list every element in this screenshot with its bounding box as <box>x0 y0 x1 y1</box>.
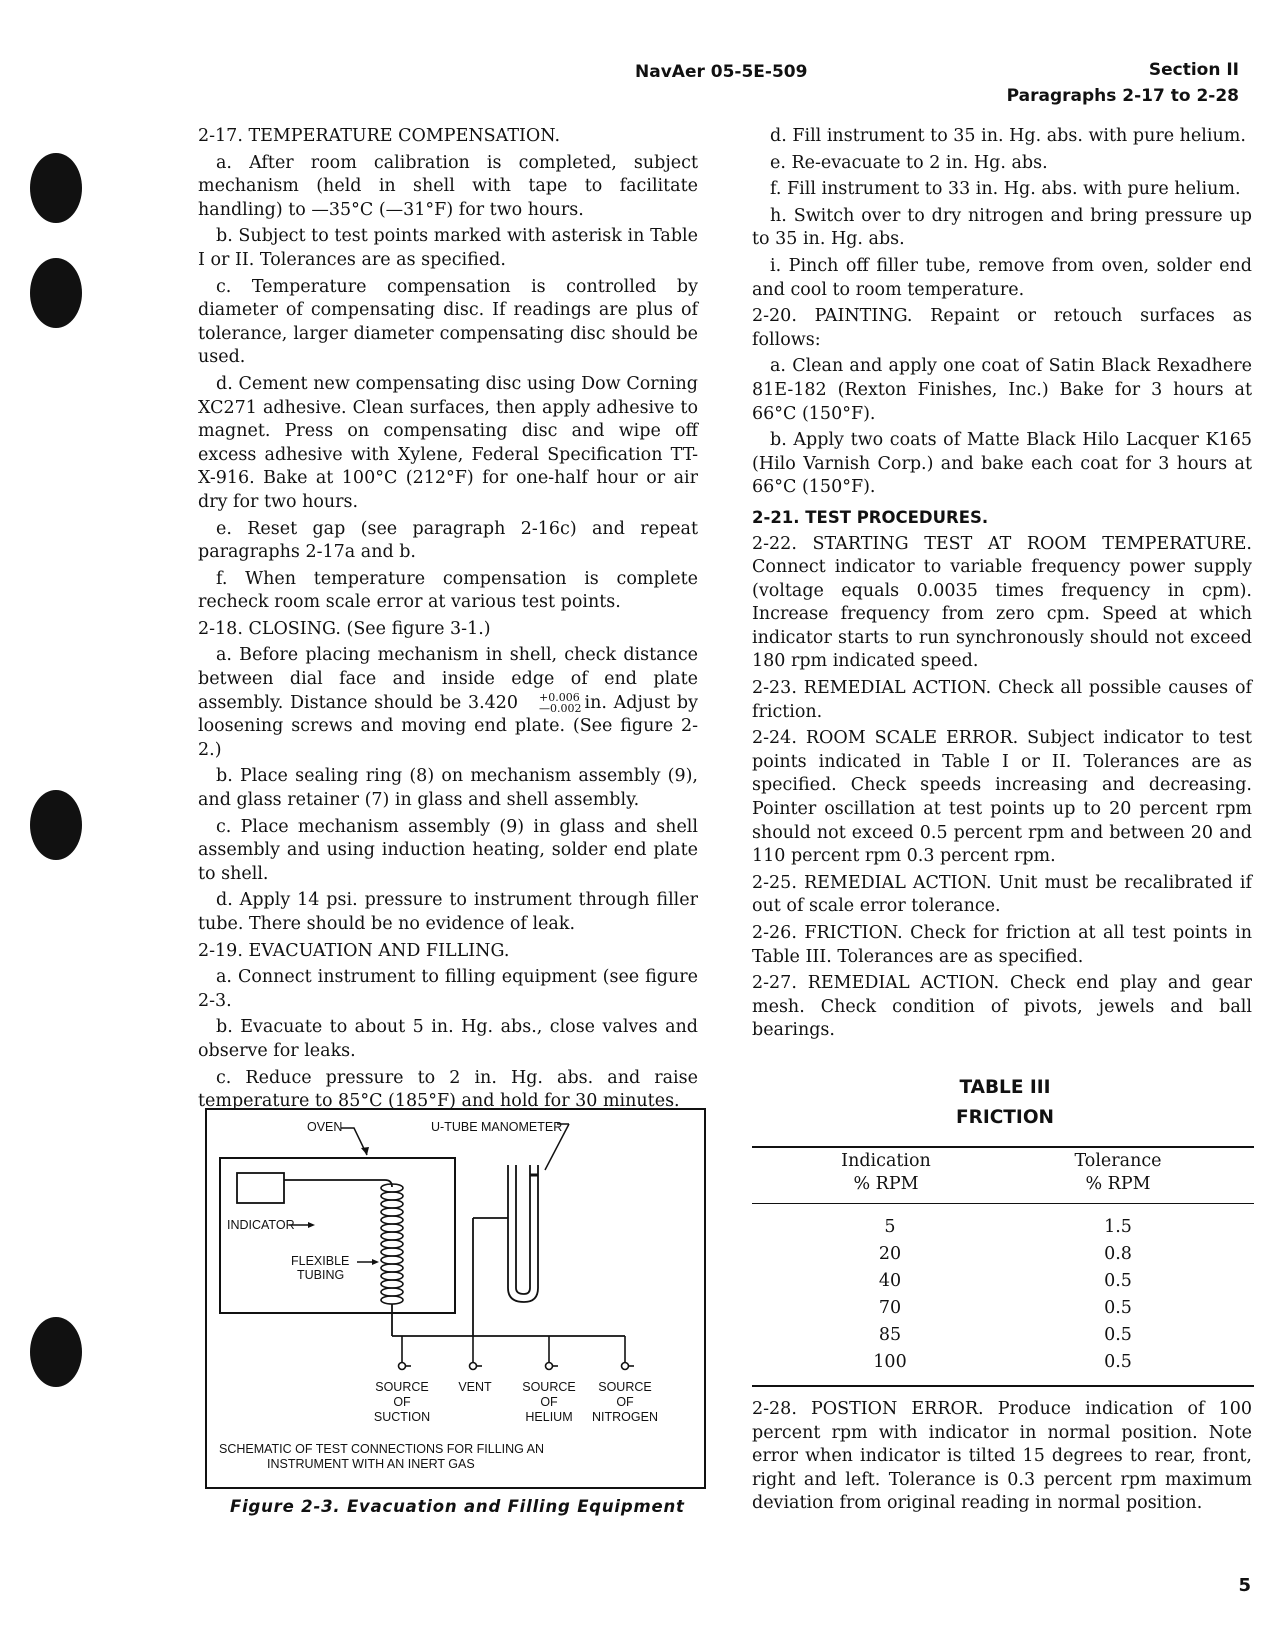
tolerance-cell: 1.5 <box>1104 1217 1132 1237</box>
column-header-indication: Indication <box>841 1151 931 1171</box>
paragraph-2-19c: c. Reduce pressure to 2 in. Hg. abs. and raise temperature to 85°C (185°F) and hold for 30 minutes. <box>198 1067 698 1112</box>
paragraph-2-25: 2-25. REMEDIAL ACTION. Unit must be recalibrated if out of scale error tolerance. <box>752 872 1252 917</box>
indicator-box <box>237 1173 284 1203</box>
suction-source-label-line2: OF <box>393 1395 411 1409</box>
paragraph-2-19h: h. Switch over to dry nitrogen and bring pressure up to 35 in. Hg. abs. <box>752 205 1252 250</box>
table-top-rule <box>752 1146 1254 1148</box>
paragraph-2-19a: a. Connect instrument to filling equipment (see figure 2-3. <box>198 967 698 1011</box>
oven-box <box>220 1158 455 1313</box>
indication-cell: 5 <box>884 1217 896 1237</box>
schematic-diagram <box>207 1110 704 1487</box>
figure-2-3 <box>205 1108 706 1489</box>
table-bottom-rule <box>752 1385 1254 1387</box>
flexible-tubing-coil <box>381 1184 403 1304</box>
indication-cell: 40 <box>878 1271 902 1291</box>
paragraph-range: Paragraphs 2-17 to 2-28 <box>1006 86 1239 106</box>
figure-caption: Figure 2-3. Evacuation and Filling Equipment <box>230 1497 685 1516</box>
heading-2-18: 2-18. CLOSING. (See figure 3-1.) <box>198 618 491 639</box>
paragraph-2-19f: f. Fill instrument to 33 in. Hg. abs. with pure helium. <box>770 179 1241 200</box>
paragraph-2-18c: c. Place mechanism assembly (9) in glass and shell assembly and using induction heating, solder end plate to shell. <box>198 816 698 884</box>
vent-label: VENT <box>458 1380 492 1394</box>
schematic-note-line1: SCHEMATIC OF TEST CONNECTIONS FOR FILLING AN <box>219 1442 545 1456</box>
flexible-label: FLEXIBLE <box>291 1254 350 1268</box>
helium-source-label-line1: SOURCE <box>522 1380 576 1394</box>
paragraph-2-17d: d. Cement new compensating disc using Dow Corning XC271 adhesive. Clean surfaces, then apply adhesive to magnet. Press on compensating disc and wipe off excess adhesive with Xylene, Federal Specification TT-X-916. Bake at 100°C (212°F) for one-half hour or air dry for two hours. <box>198 373 698 512</box>
column-header-tolerance: Tolerance <box>1074 1151 1162 1171</box>
schematic-note-line2: INSTRUMENT WITH AN INERT GAS <box>267 1457 475 1471</box>
paragraph-2-24: 2-24. ROOM SCALE ERROR. Subject indicator to test points indicated in Table I or II. Tolerances are as specified. Check speeds increasing and decreasing. Pointer oscillation at test points up to 20 percent rpm should not exceed 0.5 percent rpm and between 20 and 110 percent rpm 0.3 percent rpm. <box>752 728 1252 867</box>
left-column <box>198 125 698 1117</box>
nitrogen-source-label-line2: OF <box>616 1395 634 1409</box>
paragraph-2-19b: b. Evacuate to about 5 in. Hg. abs., close valves and observe for leaks. <box>198 1017 698 1061</box>
heading-2-17: 2-17. TEMPERATURE COMPENSATION. <box>198 126 561 146</box>
paragraph-2-28: 2-28. POSTION ERROR. Produce indication of 100 percent rpm with indicator in normal position. Note error when indicator is tilted 15 degrees to rear, front, right and left. Tolerance is 0.3 percent rpm maximum deviation from original reading in normal position. <box>752 1399 1252 1514</box>
paragraph-2-20a: a. Clean and apply one coat of Satin Black Rexadhere 81E-182 (Rexton Finishes, Inc.) Bake for 3 hours at 66°C (150°F). <box>752 356 1252 424</box>
binder-hole <box>30 790 82 860</box>
paragraph-2-20: 2-20. PAINTING. Repaint or retouch surfaces as follows: <box>752 306 1252 350</box>
paragraph-2-17a: a. After room calibration is completed, subject mechanism (held in shell with tape to facilitate handling) to —35°C (—31°F) for two hours. <box>198 152 698 220</box>
paragraph-2-18a: a. Before placing mechanism in shell, check distance between dial face and inside edge of end plate assembly. Distance should be 3.420 +0.006 —0.002 in. Adjust by loosening screws and moving end plate. (See figure 2-2.) <box>198 645 698 760</box>
indication-cell: 20 <box>878 1244 902 1264</box>
u-tube-manometer <box>508 1165 538 1302</box>
paragraph-2-17b: b. Subject to test points marked with asterisk in Table I or II. Tolerances are as specified. <box>198 226 698 270</box>
paragraph-2-22: 2-22. STARTING TEST AT ROOM TEMPERATURE. Connect indicator to variable frequency power supply (voltage equals 0.0035 times frequency in cpm). Increase frequency from zero cpm. Speed at which indicator starts to run synchronously should not exceed 180 rpm indicated speed. <box>752 533 1252 672</box>
heading-2-19: 2-19. EVACUATION AND FILLING. <box>198 940 510 961</box>
paragraph-2-19e: e. Re-evacuate to 2 in. Hg. abs. <box>770 152 1048 173</box>
right-column-bottom <box>752 1398 1252 1519</box>
tolerance-fraction: +0.006 —0.002 <box>539 691 582 716</box>
binder-hole <box>30 153 82 223</box>
indication-cell: 70 <box>878 1298 902 1318</box>
paragraph-2-18b: b. Place sealing ring (8) on mechanism assembly (9), and glass retainer (7) in glass and shell assembly. <box>198 766 698 811</box>
paragraph-2-27: 2-27. REMEDIAL ACTION. Check end play and gear mesh. Check condition of pivots, jewels and ball bearings. <box>752 973 1252 1041</box>
indication-cell: 100 <box>873 1352 907 1372</box>
paragraph-2-19d: d. Fill instrument to 35 in. Hg. abs. with pure helium. <box>770 126 1246 146</box>
column-header-indication-unit: % RPM <box>853 1174 919 1194</box>
binder-hole <box>30 258 82 328</box>
right-column <box>752 125 1252 1046</box>
paragraph-2-17e: e. Reset gap (see paragraph 2-16c) and repeat paragraphs 2-17a and b. <box>198 518 698 563</box>
tolerance-cell: 0.5 <box>1104 1271 1132 1291</box>
table-title: TABLE III <box>959 1077 1051 1098</box>
table-header-rule <box>752 1203 1254 1204</box>
paragraph-2-17c: c. Temperature compensation is controlled by diameter of compensating disc. If readings are plus of tolerance, larger diameter compensating disc should be used. <box>198 276 698 368</box>
paragraph-2-23: 2-23. REMEDIAL ACTION. Check all possible causes of friction. <box>752 678 1252 722</box>
tolerance-cell: 0.8 <box>1104 1244 1132 1264</box>
suction-source-label-line3: SUCTION <box>373 1410 431 1424</box>
binder-hole <box>30 1317 82 1387</box>
manometer-label: U-TUBE MANOMETER <box>431 1120 563 1134</box>
valve-branches <box>399 1336 635 1370</box>
paragraph-2-20b: b. Apply two coats of Matte Black Hilo Lacquer K165 (Hilo Varnish Corp.) and bake each coat for 3 hours at 66°C (150°F). <box>752 430 1252 498</box>
column-header-tolerance-unit: % RPM <box>1085 1174 1151 1194</box>
heading-2-21: 2-21. TEST PROCEDURES. <box>752 507 989 527</box>
tubing-label: TUBING <box>297 1268 345 1282</box>
paragraph-2-19i: i. Pinch off filler tube, remove from oven, solder end and cool to room temperature. <box>752 255 1252 300</box>
tolerance-cell: 0.5 <box>1104 1298 1132 1318</box>
indicator-label: INDICATOR <box>227 1218 295 1232</box>
nitrogen-source-label-line1: SOURCE <box>598 1380 652 1394</box>
section-label: Section II <box>1148 60 1239 80</box>
tolerance-cell: 0.5 <box>1104 1325 1132 1345</box>
suction-source-label-line1: SOURCE <box>375 1380 429 1394</box>
paragraph-2-17f: f. When temperature compensation is complete recheck room scale error at various test points. <box>198 568 698 613</box>
page-number: 5 <box>1238 1575 1251 1596</box>
paragraph-2-18d: d. Apply 14 psi. pressure to instrument through filler tube. There should be no evidence of leak. <box>198 890 698 934</box>
helium-source-label-line3: HELIUM <box>525 1410 573 1424</box>
paragraph-2-26: 2-26. FRICTION. Check for friction at all test points in Table III. Tolerances are as specified. <box>752 923 1252 967</box>
oven-label: OVEN <box>307 1120 343 1134</box>
helium-source-label-line2: OF <box>540 1395 558 1409</box>
document-number: NavAer 05-5E-509 <box>635 62 808 82</box>
indication-cell: 85 <box>878 1325 902 1345</box>
nitrogen-source-label-line3: NITROGEN <box>592 1410 658 1424</box>
table-subtitle: FRICTION <box>955 1107 1055 1128</box>
tolerance-cell: 0.5 <box>1104 1352 1132 1372</box>
